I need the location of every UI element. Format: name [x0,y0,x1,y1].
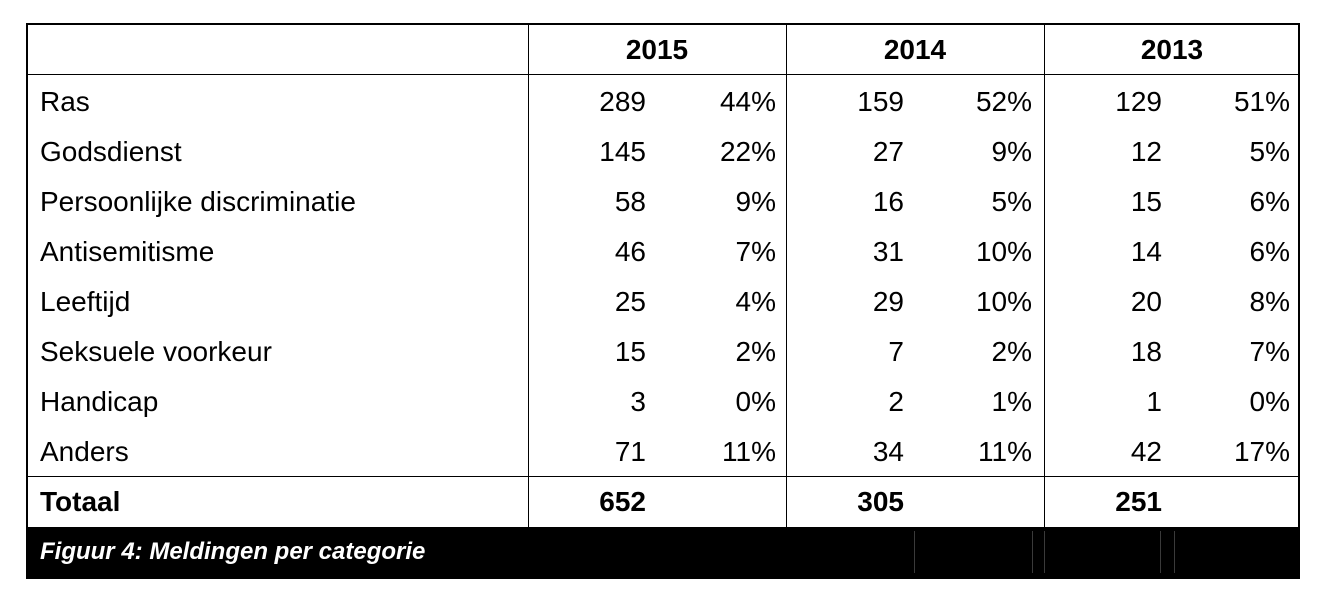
total-2014: 305 [857,486,904,517]
percent-2014: 52% [975,86,1032,117]
percent-2013: 51% [1233,86,1290,117]
percent-2015: 22% [719,136,776,167]
count-2014: 27 [872,136,904,167]
table-row [28,377,1298,427]
row-label: Persoonlijke discriminatie [40,186,356,217]
percent-2014: 10% [975,236,1032,267]
count-2015: 15 [614,336,646,367]
percent-2013: 7% [1249,336,1290,367]
row-label: Antisemitisme [40,236,215,267]
percent-2014: 9% [991,136,1032,167]
total-2015: 652 [599,486,646,517]
column-divider [1044,25,1045,527]
count-2013: 18 [1130,336,1162,367]
figure-caption-bar [28,527,1298,577]
count-2013: 15 [1130,186,1162,217]
percent-2014: 5% [991,186,1032,217]
table-row [28,427,1298,477]
table-row [28,77,1298,127]
row-label: Godsdienst [40,136,182,167]
count-2013: 20 [1130,286,1162,317]
row-label: Ras [40,86,90,117]
figure-caption: Figuur 4: Meldingen per categorie [40,538,426,565]
count-2013: 42 [1130,436,1162,467]
percent-2014: 10% [975,286,1032,317]
total-2013: 251 [1115,486,1162,517]
percent-2015: 7% [735,236,776,267]
row-label: Handicap [40,386,159,417]
percent-2015: 44% [719,86,776,117]
table-row [28,277,1298,327]
count-2015: 289 [599,86,646,117]
column-divider [786,25,787,527]
total-label: Totaal [40,486,121,517]
count-2015: 46 [614,236,646,267]
column-divider [528,25,529,527]
count-2015: 145 [599,136,646,167]
percent-2013: 5% [1249,136,1290,167]
row-label: Leeftijd [40,286,131,317]
row-label: Seksuele voorkeur [40,336,272,367]
year-header-2015: 2015 [625,34,689,65]
percent-2014: 11% [978,436,1032,467]
caption-artifact-line [1160,531,1161,573]
percent-2013: 0% [1249,386,1290,417]
count-2015: 58 [614,186,646,217]
count-2013: 12 [1130,136,1162,167]
table-row [28,327,1298,377]
header-row [28,25,1298,75]
row-label: Anders [40,436,129,467]
percent-2013: 6% [1249,186,1290,217]
percent-2015: 4% [735,286,776,317]
count-2014: 34 [872,436,904,467]
caption-artifact-line [1174,531,1175,573]
header-divider [28,74,1298,75]
total-row [28,477,1298,527]
table-row [28,227,1298,277]
table-row [28,127,1298,177]
percent-2013: 6% [1249,236,1290,267]
count-2015: 3 [630,386,646,417]
table-row [28,177,1298,227]
percent-2015: 9% [735,186,776,217]
percent-2015: 2% [735,336,776,367]
count-2013: 14 [1130,236,1162,267]
count-2013: 129 [1115,86,1162,117]
year-header-2013: 2013 [1140,34,1204,65]
caption-artifact-line [1044,531,1045,573]
percent-2015: 11% [722,436,776,467]
count-2014: 16 [872,186,904,217]
caption-artifact-line [1032,531,1033,573]
caption-artifact-line [914,531,915,573]
count-2014: 29 [872,286,904,317]
count-2014: 159 [857,86,904,117]
percent-2013: 8% [1249,286,1290,317]
count-2013: 1 [1146,386,1162,417]
count-2014: 7 [888,336,904,367]
count-2015: 71 [614,436,646,467]
count-2014: 31 [872,236,904,267]
count-2015: 25 [614,286,646,317]
year-header-2014: 2014 [883,34,947,65]
percent-2014: 1% [991,386,1032,417]
percent-2013: 17% [1233,436,1290,467]
percent-2015: 0% [735,386,776,417]
percent-2014: 2% [991,336,1032,367]
category-table [26,23,1300,579]
count-2014: 2 [888,386,904,417]
